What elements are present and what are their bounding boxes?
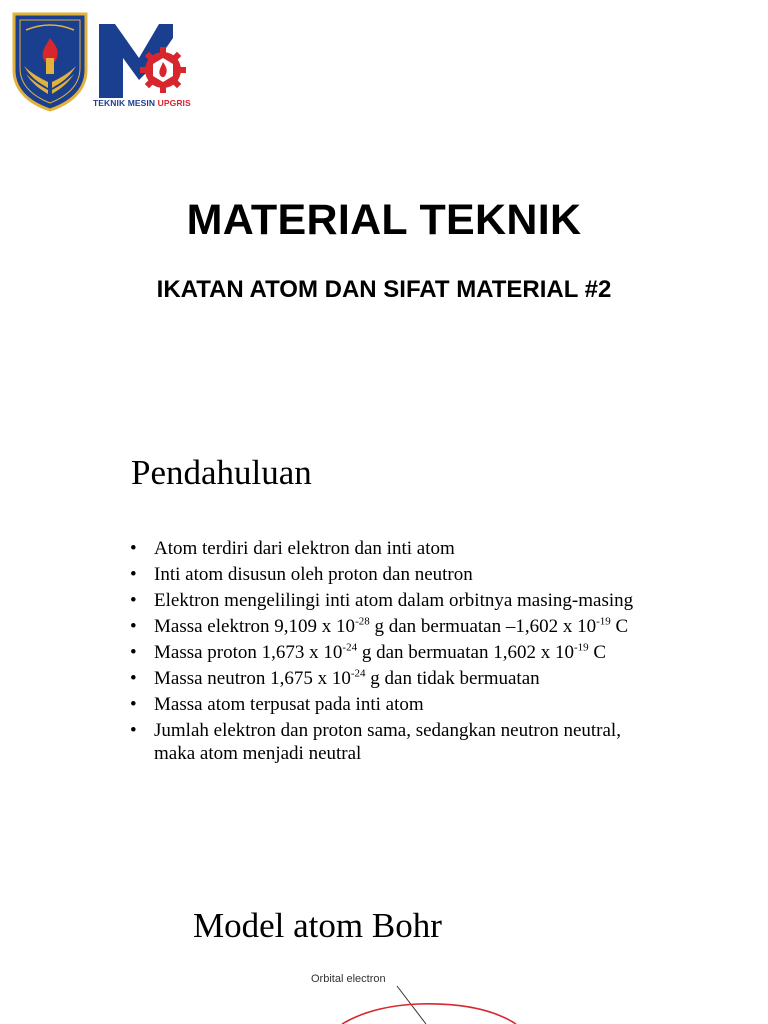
exponent: -24 — [342, 641, 358, 654]
bullet-text: Massa atom terpusat pada inti atom — [154, 694, 424, 715]
list-item — [130, 641, 650, 664]
list-item — [130, 719, 650, 765]
bullet-marker: • — [130, 538, 137, 559]
bullet-marker: • — [130, 616, 137, 637]
bullet-text: Massa proton 1,673 x 10 — [154, 642, 343, 663]
department-caption-university: UPGRIS — [157, 98, 191, 108]
bullet-marker: • — [130, 668, 137, 689]
bullet-marker: • — [130, 720, 137, 741]
bullet-text: g dan bermuatan –1,602 x 10 — [369, 616, 597, 637]
bullet-marker: • — [130, 564, 137, 585]
department-logo — [93, 18, 189, 110]
bullet-text: g dan bermuatan 1,602 x 10 — [357, 642, 574, 663]
bullet-marker: • — [130, 590, 137, 611]
bullet-text: Jumlah elektron dan proton sama, sedangkan neutron neutral, maka atom menjadi neutral — [154, 720, 621, 764]
list-item — [130, 537, 650, 560]
exponent: -28 — [355, 615, 370, 628]
page-title: MATERIAL TEKNIK — [186, 196, 582, 244]
bullet-text: Inti atom disusun oleh proton dan neutron — [154, 564, 473, 585]
bullet-text: g dan tidak bermuatan — [365, 668, 540, 689]
list-item — [130, 563, 650, 586]
bullet-text: C — [588, 642, 607, 663]
bullet-list — [130, 537, 650, 768]
exponent: -19 — [596, 615, 611, 628]
bullet-marker: • — [130, 642, 137, 663]
university-seal-logo — [10, 10, 90, 112]
bullet-text: Massa elektron 9,109 x 10 — [154, 616, 356, 637]
exponent: -24 — [350, 667, 366, 680]
department-caption — [93, 98, 191, 108]
bullet-text: Massa neutron 1,675 x 10 — [154, 668, 351, 689]
bohr-model-diagram — [0, 960, 768, 1024]
model-heading: Model atom Bohr — [193, 906, 442, 945]
list-item — [130, 667, 650, 690]
list-item — [130, 693, 650, 716]
section-heading: Pendahuluan — [131, 453, 312, 492]
exponent: -19 — [573, 641, 589, 654]
bullet-text: C — [610, 616, 629, 637]
orbital-electron-label: Orbital electron — [311, 973, 386, 985]
bullet-text: Atom terdiri dari elektron dan inti atom — [154, 538, 455, 559]
electron-orbit-ring — [342, 1004, 516, 1024]
page-subtitle: IKATAN ATOM DAN SIFAT MATERIAL #2 — [156, 276, 612, 303]
list-item — [130, 589, 650, 612]
bullet-text: Elektron mengelilingi inti atom dalam orbitnya masing-masing — [154, 590, 634, 611]
list-item — [130, 615, 650, 638]
bullet-marker: • — [130, 694, 137, 715]
department-caption-name: TEKNIK MESIN — [93, 98, 156, 108]
